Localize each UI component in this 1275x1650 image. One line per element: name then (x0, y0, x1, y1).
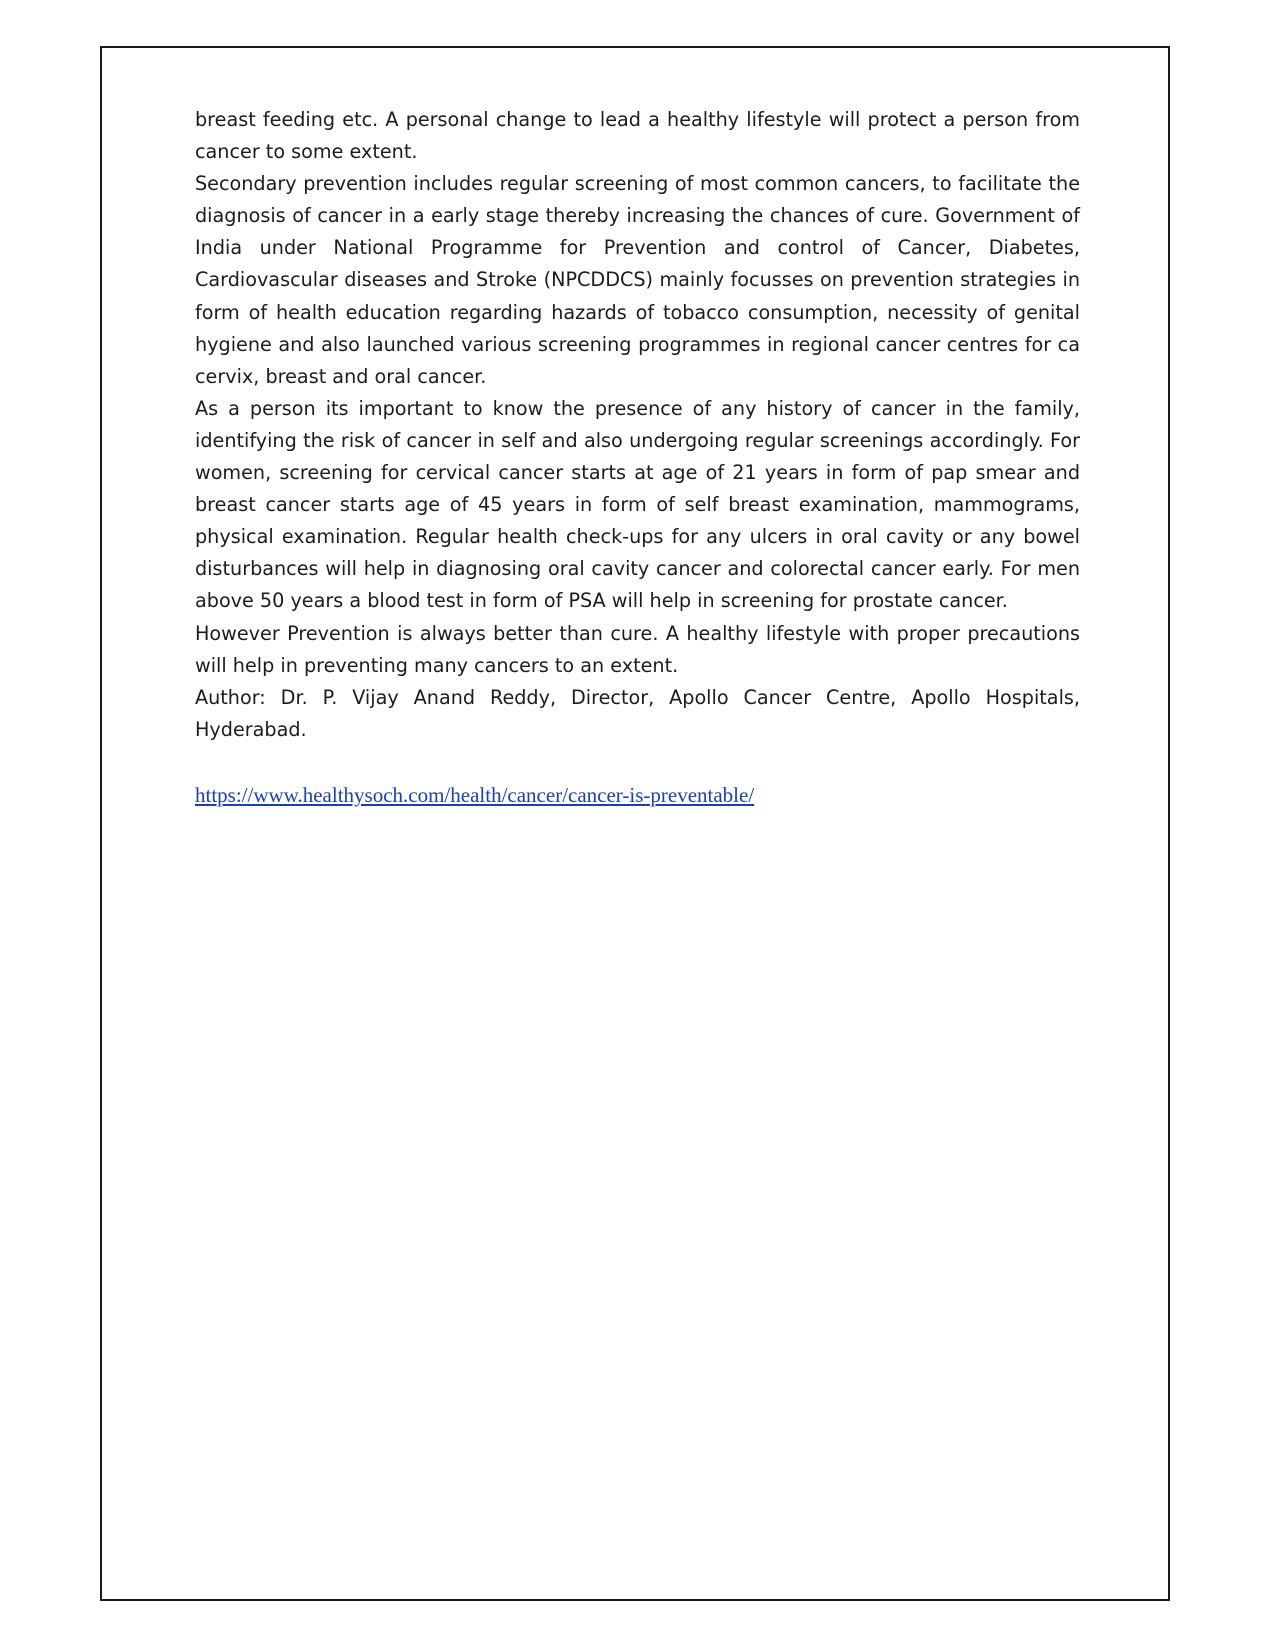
source-link[interactable]: https://www.healthysoch.com/health/cancer/cancer-is-preventable/ (195, 783, 755, 807)
paragraph-screening: As a person its important to know the presence of any history of cancer in the family, identifying the risk of cancer in self and also undergoing regular screenings accordingly. For women, screening for cervical cancer starts at age of 21 years in form of pap smear and breast cancer starts age of 45 years in form of self breast examination, mammograms, physical examination. Regular health check-ups for any ulcers in oral cavity or any bowel disturbances will help in diagnosing oral cavity cancer and colorectal cancer early. For men above 50 years a blood test in form of PSA will help in screening for prostate cancer. (195, 396, 1080, 613)
author-line: Author: Dr. P. Vijay Anand Reddy, Director, Apollo Cancer Centre, Apollo Hospitals, Hyderabad. (195, 685, 1080, 741)
paragraph-conclusion: However Prevention is always better than cure. A healthy lifestyle with proper precautions will help in preventing many cancers to an extent. (195, 621, 1080, 677)
paragraph-secondary-prevention: Secondary prevention includes regular screening of most common cancers, to facilitate the diagnosis of cancer in a early stage thereby increasing the chances of cure. Government of India under National Programme for Prevention and control of Cancer, Diabetes, Cardiovascular diseases and Stroke (NPCDDCS) mainly focusses on prevention strategies in form of health education regarding hazards of tobacco consumption, necessity of genital hygiene and also launched various screening programmes in regional cancer centres for ca cervix, breast and oral cancer. (195, 172, 1080, 388)
source-link-row (195, 781, 754, 809)
paragraph-lifestyle: breast feeding etc. A personal change to lead a healthy lifestyle will protect a person from cancer to some extent. (195, 108, 1080, 164)
document-body (195, 104, 1080, 746)
